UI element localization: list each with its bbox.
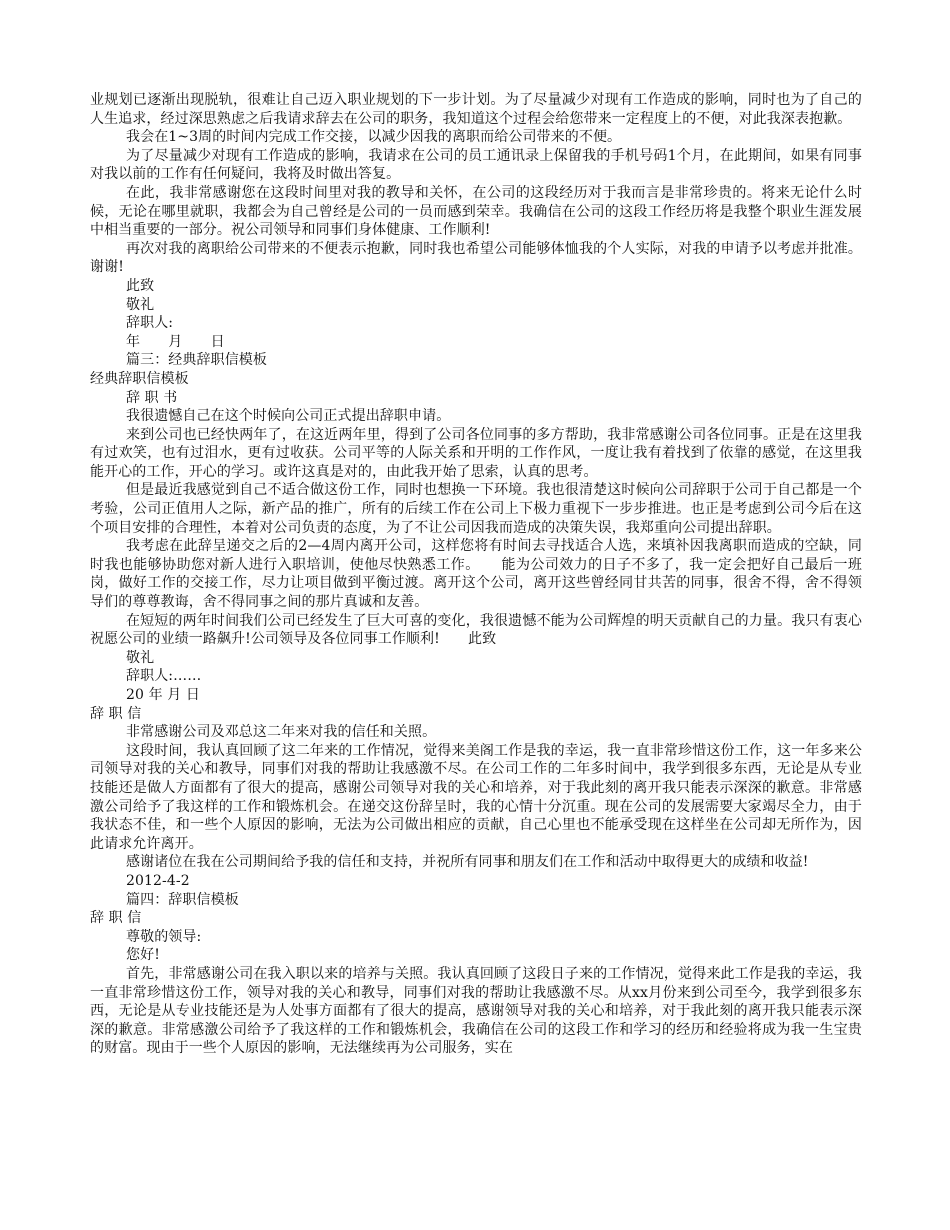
paragraph: 来到公司也已经快两年了，在这近两年里，得到了公司各位同事的多方帮助，我非常感谢公司各位同事。正是在这里我有过欢笑，也有过泪水，更有过收获。公司平等的人际关系和开明的工作作风，一度让我有着找到了依靠的感觉，在这里我能开心的工作，开心的学习。或许这真是对的，由此我开始了思索，认真的思考。 <box>90 426 862 480</box>
salutation: 尊敬的领导: <box>126 928 202 945</box>
paragraph: 我考虑在此辞呈递交之后的2—4周内离开公司，这样您将有时间去寻找适合人选，来填补因我离职而造成的空缺，同时我也能够协助您对新人进行入职培训，使他尽快熟悉工作。 能为公司效力的日子不多了，我一定会把好自己最后一班岗，做好工作的交接工作，尽力让项目做到平衡过渡。离开这个公司，离开这些曾经同甘共苦的同事，很舍不得，舍不得领导们的尊尊教诲，舍不得同事之间的那片真诚和友善。 <box>90 538 862 611</box>
closing-line: 敬礼 <box>126 649 155 666</box>
closing-line: 此致 <box>126 277 155 294</box>
section-title: 经典辞职信模板 <box>90 370 189 387</box>
document-body <box>90 91 862 1058</box>
section-heading: 篇四：辞职信模板 <box>126 891 239 908</box>
signature-line: 辞职人: <box>126 315 174 332</box>
letter-title: 辞 职 信 <box>90 705 142 722</box>
paragraph: 我会在1~3周的时间内完成工作交接，以减少因我的离职而给公司带来的不便。 <box>126 129 622 146</box>
signature-line: 辞职人:…… <box>126 668 202 685</box>
paragraph: 在短短的两年时间我们公司已经发生了巨大可喜的变化，我很遗憾不能为公司辉煌的明天贡献自己的力量。我只有衷心祝愿公司的业绩一路飙升!公司领导及各位同事工作顺利! 此致 <box>90 612 862 648</box>
paragraph: 感谢诸位在我在公司期间给予我的信任和支持，并祝所有同事和朋友们在工作和活动中取得更大的成绩和收益! <box>126 854 809 871</box>
date-line: 20 年 月 日 <box>126 687 200 703</box>
paragraph: 业规划已逐渐出现脱轨，很难让自己迈入职业规划的下一步计划。为了尽量减少对现有工作造成的影响，同时也为了自己的人生追求，经过深思熟虑之后我请求辞去在公司的职务，我知道这个过程会给您带来一定程度上的不便，对此我深表抱歉。 <box>90 92 862 127</box>
letter-title: 辞 职 书 <box>126 389 178 406</box>
paragraph: 但是最近我感觉到自己不适合做这份工作，同时也想换一下环境。我也很清楚这时候向公司辞职于公司于自己都是一个考验，公司正值用人之际，新产品的推广，所有的后续工作在公司上下极力重视下一步步推进。也正是考虑到公司今后在这个项目安排的合理性，本着对公司负责的态度，为了不让公司因我而造成的决策失误，我郑重向公司提出辞职。 <box>90 482 862 536</box>
greeting: 您好! <box>126 947 160 964</box>
paragraph: 我很遗憾自己在这个时候向公司正式提出辞职申请。 <box>126 408 451 425</box>
section-heading: 篇三：经典辞职信模板 <box>126 352 267 369</box>
paragraph: 首先，非常感谢公司在我入职以来的培养与关照。我认真回顾了这段日子来的工作情况，觉得来此工作是我的幸运，我一直非常珍惜这份工作，领导对我的关心和教导，同事们对我的帮助让我感激不尽。从xx月份来到公司至今，我学到很多东西，无论是从专业技能还是为人处事方面都有了很大的提高，感谢领导对我的关心和培养，对于我此刻的离开我只能表示深深的歉意。非常感激公司给予了我这样的工作和锻炼机会，我确信在公司的这段工作和学习的经历和经验将成为我一生宝贵的财富。现由于一些个人原因的影响，无法继续再为公司服务，实在 <box>90 965 862 1057</box>
date-line: 年 月 日 <box>126 333 225 350</box>
paragraph: 在此，我非常感谢您在这段时间里对我的教导和关怀，在公司的这段经历对于我而言是非常珍贵的。将来无论什么时候，无论在哪里就职，我都会为自己曾经是公司的一员而感到荣幸。我确信在公司的这段工作经历将是我整个职业生涯发展中相当重要的一部分。祝公司领导和同事们身体健康、工作顺利! <box>90 184 862 239</box>
date-line: 2012-4-2 <box>126 872 190 889</box>
paragraph: 再次对我的离职给公司带来的不便表示抱歉，同时我也希望公司能够体恤我的个人实际，对我的申请予以考虑并批准。谢谢! <box>90 240 862 276</box>
closing-line: 敬礼 <box>126 296 155 313</box>
paragraph: 非常感谢公司及邓总这二年来对我的信任和关照。 <box>126 724 437 741</box>
paragraph: 这段时间，我认真回顾了这二年来的工作情况，觉得来美阁工作是我的幸运，我一直非常珍惜这份工作，这一年多来公司领导对我的关心和教导，同事们对我的帮助让我感激不尽。在公司工作的二年多时间中，我学到很多东西，无论是从专业技能还是做人方面都有了很大的提高，感谢公司领导对我的关心和培养，对于我此刻的离开我只能表示深深的歉意。非常感激公司给予了我这样的工作和锻炼机会。在递交这份辞呈时，我的心情十分沉重。现在公司的发展需要大家竭尽全力，由于我状态不佳，和一些个人原因的影响，无法为公司做出相应的贡献，自己心里也不能承受现在这样坐在公司却无所作为，因此请求允许离开。 <box>90 742 862 852</box>
letter-title: 辞 职 信 <box>90 910 142 927</box>
paragraph: 为了尽量减少对现有工作造成的影响，我请求在公司的员工通讯录上保留我的手机号码1个月，在此期间，如果有同事对我以前的工作有任何疑问，我将及时做出答复。 <box>90 147 862 183</box>
